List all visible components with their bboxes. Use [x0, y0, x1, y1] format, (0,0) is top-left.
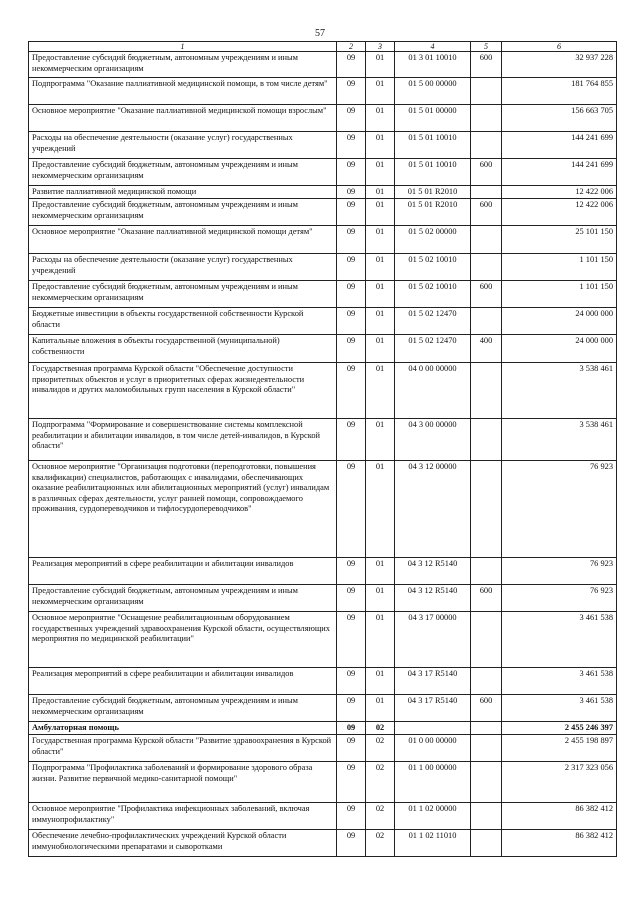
row-section: 09 — [337, 226, 366, 254]
row-section: 09 — [337, 52, 366, 78]
row-expense-type — [471, 668, 502, 695]
column-header: 4 — [395, 42, 471, 52]
table-row — [29, 105, 617, 132]
row-target-code: 01 3 01 10010 — [395, 52, 471, 78]
row-target-code: 01 5 01 R2010 — [395, 199, 471, 226]
row-target-code: 04 3 17 00000 — [395, 612, 471, 668]
row-name: Государственная программа Курской области "Обеспечение доступности приоритетных объектов и услуг в приоритетных сферах жизнедеятельности инвалидов и других маломобильных групп населения в Курской области" — [29, 363, 337, 419]
row-amount: 144 241 699 — [502, 132, 617, 159]
table-row — [29, 52, 617, 78]
table-row — [29, 735, 617, 762]
column-header: 1 — [29, 42, 337, 52]
table-row — [29, 762, 617, 803]
row-name: Предоставление субсидий бюджетным, автономным учреждениям и иным некоммерческим организациям — [29, 281, 337, 308]
row-section: 09 — [337, 612, 366, 668]
row-expense-type: 600 — [471, 52, 502, 78]
row-name: Капитальные вложения в объекты государственной (муниципальной) собственности — [29, 335, 337, 363]
row-subsection: 01 — [366, 186, 395, 199]
row-amount: 76 923 — [502, 558, 617, 585]
row-name: Развитие паллиативной медицинской помощи — [29, 186, 337, 199]
row-amount: 86 382 412 — [502, 803, 617, 830]
table-row — [29, 159, 617, 186]
row-name: Предоставление субсидий бюджетным, автономным учреждениям и иным некоммерческим организациям — [29, 585, 337, 612]
row-expense-type — [471, 461, 502, 558]
row-section: 09 — [337, 78, 366, 105]
row-target-code: 01 5 02 00000 — [395, 226, 471, 254]
row-expense-type: 600 — [471, 159, 502, 186]
row-amount: 144 241 699 — [502, 159, 617, 186]
row-expense-type: 600 — [471, 695, 502, 722]
row-name: Реализация мероприятий в сфере реабилитации и абилитации инвалидов — [29, 558, 337, 585]
row-section: 09 — [337, 159, 366, 186]
row-section: 09 — [337, 132, 366, 159]
row-section: 09 — [337, 735, 366, 762]
row-name: Основное мероприятие "Оснащение реабилитационным оборудованием государственных учреждений здравоохранения Курской области, осуществляющих мероприятия по медицинской реабилитации" — [29, 612, 337, 668]
row-subsection: 01 — [366, 78, 395, 105]
row-section: 09 — [337, 668, 366, 695]
row-target-code: 04 3 00 00000 — [395, 419, 471, 461]
row-expense-type — [471, 735, 502, 762]
row-target-code: 01 5 01 R2010 — [395, 186, 471, 199]
table-row — [29, 419, 617, 461]
row-name: Амбулаторная помощь — [29, 722, 337, 735]
row-expense-type — [471, 226, 502, 254]
row-section: 09 — [337, 558, 366, 585]
row-amount: 24 000 000 — [502, 308, 617, 335]
table-row — [29, 335, 617, 363]
row-subsection: 02 — [366, 735, 395, 762]
row-target-code: 01 5 02 10010 — [395, 281, 471, 308]
budget-table — [28, 41, 617, 857]
row-name: Основное мероприятие "Оказание паллиативной медицинской помощи детям" — [29, 226, 337, 254]
row-expense-type: 600 — [471, 281, 502, 308]
row-amount: 86 382 412 — [502, 830, 617, 857]
row-target-code: 04 3 12 R5140 — [395, 585, 471, 612]
row-name: Подпрограмма "Оказание паллиативной медицинской помощи, в том числе детям" — [29, 78, 337, 105]
row-target-code: 01 1 02 11010 — [395, 830, 471, 857]
row-amount: 3 461 538 — [502, 612, 617, 668]
row-subsection: 01 — [366, 199, 395, 226]
row-target-code: 01 5 02 12470 — [395, 308, 471, 335]
row-subsection: 02 — [366, 722, 395, 735]
row-target-code: 01 5 01 10010 — [395, 132, 471, 159]
row-section: 09 — [337, 335, 366, 363]
row-section: 09 — [337, 254, 366, 281]
row-amount: 25 101 150 — [502, 226, 617, 254]
row-subsection: 01 — [366, 335, 395, 363]
row-subsection: 01 — [366, 308, 395, 335]
row-subsection: 01 — [366, 52, 395, 78]
row-name: Расходы на обеспечение деятельности (оказание услуг) государственных учреждений — [29, 132, 337, 159]
table-row — [29, 78, 617, 105]
row-subsection: 01 — [366, 558, 395, 585]
row-amount: 2 455 246 397 — [502, 722, 617, 735]
row-subsection: 01 — [366, 254, 395, 281]
page-number: 57 — [315, 28, 325, 39]
row-target-code — [395, 722, 471, 735]
table-row — [29, 308, 617, 335]
row-subsection: 01 — [366, 363, 395, 419]
row-name: Обеспечение лечебно-профилактических учреждений Курской области иммунобиологическими препаратами и сыворотками — [29, 830, 337, 857]
row-target-code: 01 0 00 00000 — [395, 735, 471, 762]
row-expense-type — [471, 186, 502, 199]
row-subsection: 01 — [366, 668, 395, 695]
row-amount: 1 101 150 — [502, 281, 617, 308]
row-subsection: 01 — [366, 281, 395, 308]
row-amount: 3 461 538 — [502, 668, 617, 695]
row-target-code: 01 5 00 00000 — [395, 78, 471, 105]
table-header-row — [29, 42, 617, 52]
row-expense-type: 600 — [471, 585, 502, 612]
table-row — [29, 132, 617, 159]
row-expense-type — [471, 612, 502, 668]
row-expense-type — [471, 308, 502, 335]
table-row — [29, 612, 617, 668]
row-amount: 3 461 538 — [502, 695, 617, 722]
table-row — [29, 226, 617, 254]
row-expense-type — [471, 803, 502, 830]
column-header: 5 — [471, 42, 502, 52]
row-name: Расходы на обеспечение деятельности (оказание услуг) государственных учреждений — [29, 254, 337, 281]
row-expense-type — [471, 132, 502, 159]
row-section: 09 — [337, 830, 366, 857]
row-amount: 12 422 006 — [502, 199, 617, 226]
row-name: Предоставление субсидий бюджетным, автономным учреждениям и иным некоммерческим организациям — [29, 695, 337, 722]
row-target-code: 01 1 02 00000 — [395, 803, 471, 830]
row-name: Государственная программа Курской области "Развитие здравоохранения в Курской области" — [29, 735, 337, 762]
row-target-code: 01 5 01 10010 — [395, 159, 471, 186]
row-section: 09 — [337, 695, 366, 722]
row-subsection: 02 — [366, 762, 395, 803]
row-target-code: 04 3 12 00000 — [395, 461, 471, 558]
row-subsection: 01 — [366, 419, 395, 461]
table-row — [29, 830, 617, 857]
row-target-code: 01 1 00 00000 — [395, 762, 471, 803]
table-row — [29, 281, 617, 308]
row-amount: 2 455 198 897 — [502, 735, 617, 762]
row-section: 09 — [337, 461, 366, 558]
row-target-code: 04 3 17 R5140 — [395, 668, 471, 695]
row-expense-type — [471, 722, 502, 735]
row-subsection: 01 — [366, 226, 395, 254]
column-header: 2 — [337, 42, 366, 52]
table-row — [29, 199, 617, 226]
row-name: Подпрограмма "Профилактика заболеваний и формирование здорового образа жизни. Развитие первичной медико-санитарной помощи" — [29, 762, 337, 803]
row-amount: 32 937 228 — [502, 52, 617, 78]
row-amount: 3 538 461 — [502, 419, 617, 461]
row-subsection: 01 — [366, 695, 395, 722]
table-row — [29, 461, 617, 558]
row-target-code: 04 3 12 R5140 — [395, 558, 471, 585]
row-name: Предоставление субсидий бюджетным, автономным учреждениям и иным некоммерческим организациям — [29, 52, 337, 78]
row-amount: 76 923 — [502, 585, 617, 612]
row-target-code: 01 5 02 10010 — [395, 254, 471, 281]
table-row — [29, 695, 617, 722]
row-subsection: 01 — [366, 585, 395, 612]
row-section: 09 — [337, 722, 366, 735]
row-amount: 1 101 150 — [502, 254, 617, 281]
row-section: 09 — [337, 308, 366, 335]
table-row — [29, 186, 617, 199]
row-name: Основное мероприятие "Организация подготовки (переподготовки, повышения квалификации) специалистов, работающих с инвалидами, обеспечивающих оказание реабилитационных или абилитационных мероприятий (услуг) инвалидам в различных сферах деятельности, услуг ранней помощи, сопровождаемого проживания, сурдопереводчиков и тифлосурдопереводчиков" — [29, 461, 337, 558]
row-name: Основное мероприятие "Профилактика инфекционных заболеваний, включая иммунопрофилактику" — [29, 803, 337, 830]
row-section: 09 — [337, 419, 366, 461]
table-row — [29, 254, 617, 281]
row-name: Реализация мероприятий в сфере реабилитации и абилитации инвалидов — [29, 668, 337, 695]
row-section: 09 — [337, 105, 366, 132]
table-row — [29, 722, 617, 735]
row-amount: 2 317 323 056 — [502, 762, 617, 803]
table-row — [29, 558, 617, 585]
table-row — [29, 363, 617, 419]
row-target-code: 01 5 01 00000 — [395, 105, 471, 132]
row-target-code: 04 0 00 00000 — [395, 363, 471, 419]
row-amount: 24 000 000 — [502, 335, 617, 363]
column-header: 6 — [502, 42, 617, 52]
row-section: 09 — [337, 199, 366, 226]
row-subsection: 01 — [366, 612, 395, 668]
table-row — [29, 585, 617, 612]
row-subsection: 02 — [366, 830, 395, 857]
column-header: 3 — [366, 42, 395, 52]
row-expense-type — [471, 558, 502, 585]
row-amount: 12 422 006 — [502, 186, 617, 199]
row-section: 09 — [337, 803, 366, 830]
row-amount: 3 538 461 — [502, 363, 617, 419]
row-expense-type — [471, 830, 502, 857]
row-expense-type: 600 — [471, 199, 502, 226]
row-expense-type — [471, 363, 502, 419]
row-name: Бюджетные инвестиции в объекты государственной собственности Курской области — [29, 308, 337, 335]
table-row — [29, 668, 617, 695]
row-amount: 181 764 855 — [502, 78, 617, 105]
row-name: Предоставление субсидий бюджетным, автономным учреждениям и иным некоммерческим организациям — [29, 199, 337, 226]
table-row — [29, 803, 617, 830]
row-subsection: 02 — [366, 803, 395, 830]
row-expense-type — [471, 105, 502, 132]
row-section: 09 — [337, 762, 366, 803]
row-section: 09 — [337, 186, 366, 199]
row-name: Предоставление субсидий бюджетным, автономным учреждениям и иным некоммерческим организациям — [29, 159, 337, 186]
row-amount: 156 663 705 — [502, 105, 617, 132]
row-expense-type — [471, 78, 502, 105]
row-section: 09 — [337, 281, 366, 308]
row-expense-type — [471, 762, 502, 803]
row-name: Основное мероприятие "Оказание паллиативной медицинской помощи взрослым" — [29, 105, 337, 132]
row-expense-type — [471, 254, 502, 281]
row-target-code: 04 3 17 R5140 — [395, 695, 471, 722]
row-subsection: 01 — [366, 461, 395, 558]
row-target-code: 01 5 02 12470 — [395, 335, 471, 363]
row-section: 09 — [337, 585, 366, 612]
row-expense-type: 400 — [471, 335, 502, 363]
row-name: Подпрограмма "Формирование и совершенствование системы комплексной реабилитации и абилитации инвалидов, в том числе детей-инвалидов, в Курской области" — [29, 419, 337, 461]
row-amount: 76 923 — [502, 461, 617, 558]
row-section: 09 — [337, 363, 366, 419]
row-expense-type — [471, 419, 502, 461]
row-subsection: 01 — [366, 159, 395, 186]
row-subsection: 01 — [366, 105, 395, 132]
row-subsection: 01 — [366, 132, 395, 159]
